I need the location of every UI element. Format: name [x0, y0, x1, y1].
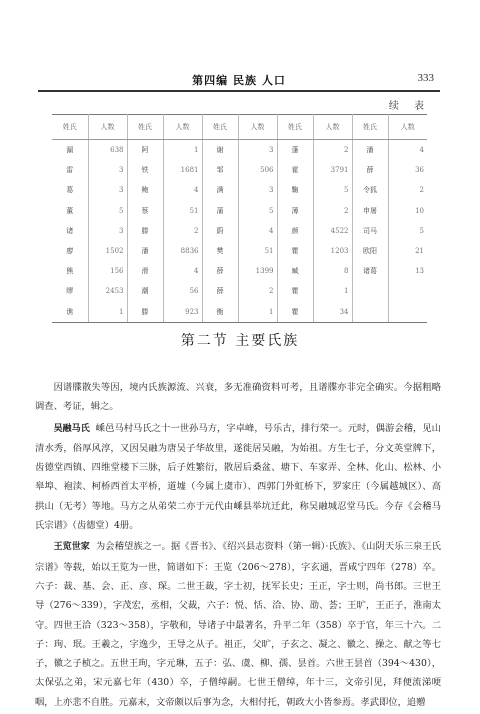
count-cell: 638 [88, 140, 127, 161]
surname-table [52, 114, 427, 323]
count-cell: 2 [313, 201, 352, 221]
surname-cell: 臧 [277, 261, 313, 281]
column-header-count: 人数 [238, 115, 277, 140]
count-cell: 1203 [313, 241, 352, 261]
table-row [52, 180, 427, 200]
ma-clan-heading: 吴融马氏 [53, 423, 90, 434]
surname-cell: 欧阳 [352, 241, 388, 261]
surname-cell: 潘 [127, 241, 163, 261]
surname-cell: 滕 [127, 302, 163, 323]
ma-clan-text: 嵊邑马村马氏之十一世孙马方，字卓峰，号乐古，排行荣一。元时，偶游会稽，见山清水秀，俗厚风淳，又因吴融为唐吴子华故里，遂徙居吴融，为始祖。方生七子，分文英堂牌下，齿德堂西镇、四维堂楼下三脉，后子姓繁衍，散居后桑盆、塘下、车家弄、全林、化山、松林、小皋埠、袍渎、柯桥西首太平桥，道墟（今属上虞市）、西郭门外虹桥下，罗家庄（今属越城区）、高拱山（无考）等地。马方之从弟荣二亦于元代由嵊县举坑迁此，称吴融城忍堂马氏。今存《会稽马氏宗谱》（齿德堂）4册。 [35, 422, 441, 532]
count-cell: 4522 [313, 221, 352, 241]
column-header-count: 人数 [388, 115, 427, 140]
count-cell: 10 [415, 206, 424, 215]
count-cell: 1681 [163, 160, 202, 180]
surname-cell: 樊 [202, 241, 238, 261]
surname-cell: 铁 [127, 160, 163, 180]
count-cell [388, 281, 427, 301]
count-cell: 2 [163, 221, 202, 241]
surname-cell [352, 281, 388, 301]
count-cell: 1399 [238, 261, 277, 281]
wang-clan-paragraph [35, 537, 441, 712]
count-cell: 3 [238, 140, 277, 161]
count-cell: 506 [238, 160, 277, 180]
table-continued-label: 续 表 [388, 101, 430, 112]
surname-cell: 薛 [352, 160, 388, 180]
count-cell: 56 [163, 281, 202, 301]
column-header-count: 人数 [88, 115, 127, 140]
column-header-surname: 姓氏 [127, 115, 163, 140]
surname-cell: 鞠 [277, 180, 313, 200]
surname-cell: 廖 [52, 241, 88, 261]
surname-cell: 鲍 [127, 180, 163, 200]
table-header-row [52, 115, 427, 140]
table-row [52, 302, 427, 323]
column-header-surname: 姓氏 [52, 115, 88, 140]
column-header-count: 人数 [163, 115, 202, 140]
surname-cell: 滑 [127, 261, 163, 281]
count-cell: 2453 [88, 281, 127, 301]
surname-cell: 蔡 [127, 201, 163, 221]
column-header-count: 人数 [313, 115, 352, 140]
surname-cell: 阿 [127, 140, 163, 161]
surname-cell: 谯 [52, 302, 88, 323]
count-cell: 13 [415, 267, 424, 276]
count-cell: 5 [419, 226, 424, 235]
table-row [52, 201, 427, 221]
table-row [52, 160, 427, 180]
count-cell: 36 [415, 166, 424, 175]
count-cell: 3 [88, 221, 127, 241]
surname-cell: 葛 [52, 180, 88, 200]
count-cell: 8836 [163, 241, 202, 261]
surname-cell: 薛 [202, 281, 238, 301]
table-row [52, 241, 427, 261]
table-row [52, 140, 427, 161]
section-title: 第二节 主要氏族 [180, 333, 300, 349]
count-cell: 5 [238, 201, 277, 221]
count-cell: 4 [163, 261, 202, 281]
surname-cell: 令狐 [352, 180, 388, 200]
count-cell: 4 [419, 146, 424, 155]
count-cell: 3 [238, 180, 277, 200]
surname-cell: 满 [202, 180, 238, 200]
count-cell: 21 [415, 247, 424, 256]
count-cell: 51 [238, 241, 277, 261]
surname-cell: 蓬 [277, 140, 313, 161]
surname-cell: 颜 [277, 221, 313, 241]
count-cell: 1 [88, 302, 127, 323]
count-cell: 2 [419, 186, 424, 195]
count-cell: 2 [238, 281, 277, 301]
surname-cell: 薄 [277, 201, 313, 221]
intro-paragraph: 因谱牒散失等因，境内氏族源流、兴衰，多无准确资料可考，且谱牒亦非完全确实。今据粗略调查、考证，辑之。 [35, 382, 441, 413]
surname-cell: 缪 [52, 281, 88, 301]
surname-cell: 雷 [52, 160, 88, 180]
surname-cell: 衡 [202, 302, 238, 323]
table-body [52, 140, 427, 323]
count-cell: 4 [238, 221, 277, 241]
surname-table-container [52, 114, 427, 323]
count-cell: 1 [238, 302, 277, 323]
count-cell: 5 [313, 180, 352, 200]
surname-cell: 熊 [52, 261, 88, 281]
table-row [52, 281, 427, 301]
count-cell: 923 [163, 302, 202, 323]
surname-cell: 霍 [277, 160, 313, 180]
surname-cell: 邹 [202, 160, 238, 180]
surname-cell: 蒲 [202, 201, 238, 221]
body-text [35, 378, 441, 714]
table-row [52, 221, 427, 241]
surname-cell: 申屠 [352, 201, 388, 221]
count-cell: 51 [163, 201, 202, 221]
count-cell: 8 [313, 261, 352, 281]
surname-cell: 谢 [202, 140, 238, 161]
count-cell: 4 [163, 180, 202, 200]
surname-cell: 薛 [202, 261, 238, 281]
surname-cell: 董 [52, 201, 88, 221]
surname-cell: 潘 [352, 140, 388, 161]
count-cell: 3 [88, 180, 127, 200]
page-number: 333 [417, 72, 434, 84]
surname-cell: 蔚 [202, 221, 238, 241]
surname-cell [352, 302, 388, 323]
surname-cell: 瞿 [277, 281, 313, 301]
running-header [38, 70, 440, 88]
surname-cell: 滕 [127, 221, 163, 241]
column-header-surname: 姓氏 [352, 115, 388, 140]
count-cell: 3 [88, 160, 127, 180]
ma-clan-paragraph [35, 419, 441, 536]
count-cell: 1 [163, 140, 202, 161]
wang-clan-heading: 王览世家 [53, 542, 90, 553]
count-cell: 156 [88, 261, 127, 281]
count-cell: 1 [313, 281, 352, 301]
count-cell: 2 [313, 140, 352, 161]
surname-cell: 司马 [352, 221, 388, 241]
surname-cell: 诸 [52, 221, 88, 241]
surname-cell: 漏 [52, 140, 88, 161]
surname-cell: 瞿 [277, 302, 313, 323]
header-rule [38, 90, 440, 92]
count-cell [388, 302, 427, 323]
chapter-title: 第四编 民族 人口 [192, 74, 286, 87]
surname-cell: 潮 [127, 281, 163, 301]
surname-cell: 瞿 [277, 241, 313, 261]
column-header-surname: 姓氏 [202, 115, 238, 140]
table-row [52, 261, 427, 281]
count-cell: 34 [313, 302, 352, 323]
count-cell: 1502 [88, 241, 127, 261]
count-cell: 5 [88, 201, 127, 221]
wang-clan-text: 为会稽望族之一。据《晋书》、《绍兴县志资料（第一辑）·氏族》、《山阴天乐三泉王氏宗谱》等载，始以王览为一世，简谱如下：王览（206～278），字玄通，晋咸宁四年（278）卒。六子：裁、基、会、正、彦、琛。二世王裁，字士初，抚军长史；王正，字士则，尚书郎。三世王导（276～339），字茂宏，丞相，父裁，六子：悦、恬、洽、协、劭、荟；王旷，王正子，淮南太守。四世王洽（323～358），字敬和，导诸子中最著名，升平二年（358）卒于官，年三十六。二子：珣、珉。王羲之，字逸少，王导之从子。祖正，父旷，子玄之、凝之、徽之、操之、献之等七子，徽之子桢之。五世王珣，字元琳，五子：弘、虞、柳、孺、昙首。六世王昙首（394～430），太保弘之弟，宋元嘉七年（430）卒，子僧绰嗣。七世王僧绰，年十三，文帝引见，拜便流涕哽咽，上亦悲不自胜。元嘉末，文帝颇以后事为念，大相付托，朝政大小皆参焉。孝武即位，追赠 [35, 541, 441, 708]
count-cell: 3791 [313, 160, 352, 180]
column-header-surname: 姓氏 [277, 115, 313, 140]
surname-cell: 诸葛 [352, 261, 388, 281]
